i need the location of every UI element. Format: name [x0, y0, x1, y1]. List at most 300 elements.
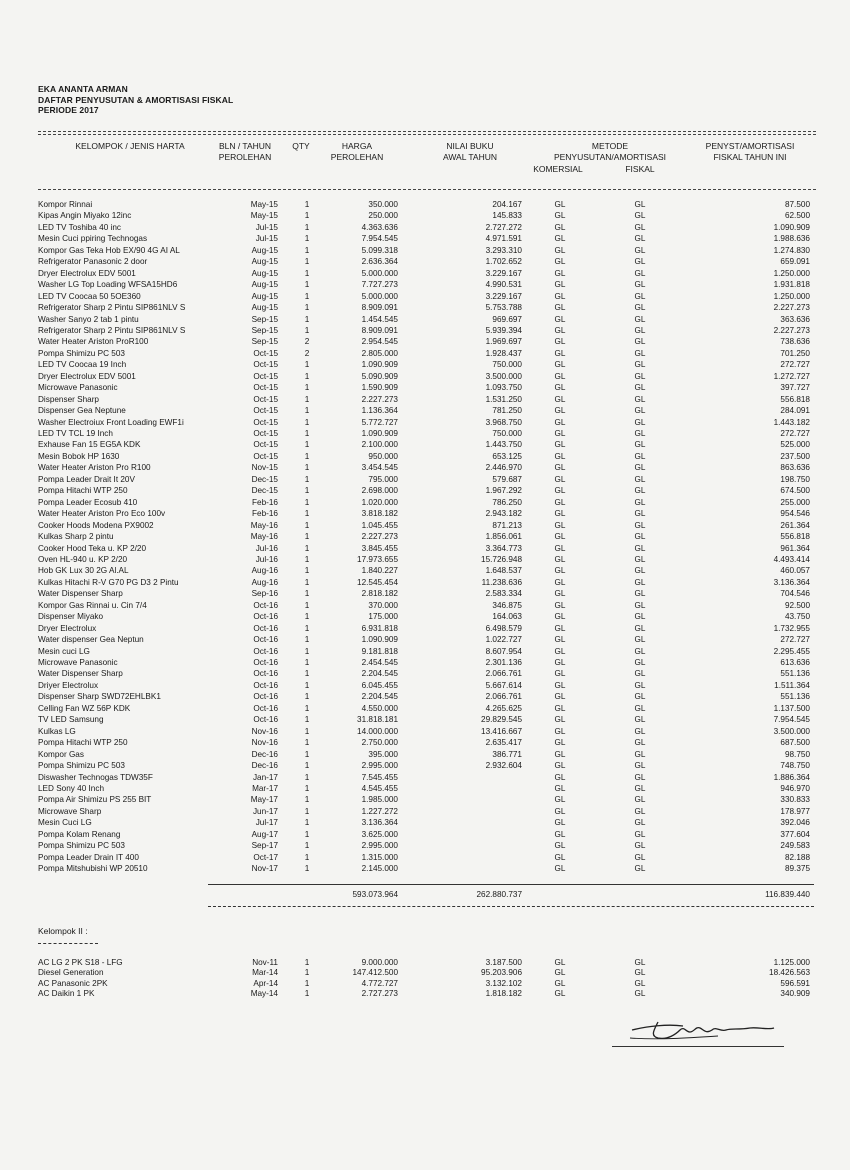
asset-name: Pompa Leader Drain IT 400	[38, 852, 139, 862]
acquisition-cost: 2.805.000	[361, 348, 398, 358]
quantity: 1	[304, 829, 310, 839]
acquisition-cost: 5.099.318	[361, 245, 398, 255]
book-value: 8.607.954	[485, 646, 522, 656]
depreciation-amount: 961.364	[780, 543, 810, 553]
method-fiscal: GL	[634, 978, 646, 988]
depreciation-amount: 198.750	[780, 474, 810, 484]
method-commercial: GL	[554, 383, 566, 393]
method-commercial: GL	[554, 520, 566, 530]
method-fiscal: GL	[634, 738, 646, 748]
depreciation-amount: 1.125.000	[773, 958, 810, 967]
method-commercial: GL	[554, 348, 566, 358]
acquisition-date: Aug-15	[251, 245, 278, 255]
quantity: 1	[304, 463, 310, 473]
quantity: 1	[304, 303, 310, 313]
table-row	[0, 291, 850, 303]
method-commercial: GL	[554, 257, 566, 267]
table-row	[0, 325, 850, 337]
method-commercial: GL	[554, 566, 566, 576]
quantity: 2	[304, 348, 310, 358]
acquisition-date: Sep-15	[251, 314, 278, 324]
table-row	[0, 543, 850, 555]
asset-name: Diesel Generation	[38, 968, 104, 978]
asset-name: Mesin cuci LG	[38, 646, 90, 656]
method-commercial: GL	[554, 772, 566, 782]
method-commercial: GL	[554, 726, 566, 736]
method-commercial: GL	[554, 715, 566, 725]
table-row	[0, 405, 850, 417]
method-commercial: GL	[554, 486, 566, 496]
quantity: 1	[304, 440, 310, 450]
header-separator-top-2	[38, 134, 816, 135]
acquisition-date: Sep-16	[251, 589, 278, 599]
method-commercial: GL	[554, 371, 566, 381]
depreciation-amount: 62.500	[784, 211, 810, 221]
depreciation-amount: 596.591	[780, 978, 810, 988]
method-commercial: GL	[554, 978, 566, 988]
acquisition-date: Oct-16	[253, 715, 278, 725]
book-value: 6.498.579	[485, 623, 522, 633]
acquisition-date: Oct-15	[253, 440, 278, 450]
column-komersial: KOMERSIAL	[533, 164, 583, 174]
quantity: 1	[304, 325, 310, 335]
acquisition-date: Oct-15	[253, 394, 278, 404]
method-fiscal: GL	[634, 257, 646, 267]
quantity: 1	[304, 406, 310, 416]
acquisition-date: Nov-15	[251, 463, 278, 473]
quantity: 1	[304, 669, 310, 679]
method-commercial: GL	[554, 658, 566, 667]
acquisition-date: Apr-14	[253, 978, 278, 988]
table-row	[0, 668, 850, 680]
table-row	[0, 634, 850, 646]
method-fiscal: GL	[634, 383, 646, 393]
asset-name: Kulkas Hitachi R-V G70 PG D3 2 Pintu	[38, 577, 179, 587]
method-fiscal: GL	[634, 715, 646, 725]
method-commercial: GL	[554, 406, 566, 416]
method-commercial: GL	[554, 554, 566, 564]
table-row	[0, 394, 850, 406]
table-row	[0, 565, 850, 577]
depreciation-amount: 674.500	[780, 486, 810, 496]
acquisition-date: Aug-15	[251, 268, 278, 278]
quantity: 1	[304, 703, 310, 713]
table-row	[0, 451, 850, 463]
method-fiscal: GL	[634, 440, 646, 450]
method-fiscal: GL	[634, 268, 646, 278]
book-value: 386.771	[492, 749, 522, 759]
depreciation-amount: 1.443.182	[773, 417, 810, 427]
asset-name: Dryer Electrolux	[38, 623, 97, 633]
method-fiscal: GL	[634, 841, 646, 851]
depreciation-amount: 704.546	[780, 589, 810, 599]
depreciation-amount: 1.988.636	[773, 234, 810, 244]
book-value: 579.687	[492, 474, 522, 484]
acquisition-date: Mar-14	[252, 968, 278, 978]
method-fiscal: GL	[634, 360, 646, 370]
quantity: 1	[304, 795, 310, 805]
acquisition-cost: 1.090.909	[361, 360, 398, 370]
acquisition-cost: 3.625.000	[361, 829, 398, 839]
acquisition-cost: 14.000.000	[357, 726, 398, 736]
depreciation-amount: 1.250.000	[773, 291, 810, 301]
acquisition-date: Oct-16	[253, 703, 278, 713]
acquisition-date: Oct-15	[253, 360, 278, 370]
acquisition-cost: 2.727.273	[361, 988, 398, 998]
column-nilai-buku: NILAI BUKU	[446, 141, 494, 151]
book-value: 5.753.788	[485, 303, 522, 313]
book-value: 969.697	[492, 314, 522, 324]
signature-image	[628, 1008, 778, 1048]
depreciation-amount: 272.727	[780, 360, 810, 370]
book-value: 781.250	[492, 406, 522, 416]
method-commercial: GL	[554, 245, 566, 255]
asset-name: AC LG 2 PK S18 - LFG	[38, 958, 123, 967]
depreciation-amount: 392.046	[780, 818, 810, 828]
table-row	[0, 623, 850, 635]
method-fiscal: GL	[634, 726, 646, 736]
asset-name: Celling Fan WZ 56P KDK	[38, 703, 131, 713]
asset-name: Hob GK Lux 30 2G Al.AL	[38, 566, 129, 576]
book-value: 2.727.272	[485, 222, 522, 232]
depreciation-amount: 659.091	[780, 257, 810, 267]
asset-name: Cooker Hoods Modena PX9002	[38, 520, 154, 530]
asset-name: Microwave Panasonic	[38, 658, 118, 667]
quantity: 1	[304, 429, 310, 438]
method-fiscal: GL	[634, 988, 646, 998]
table-row	[0, 348, 850, 360]
method-fiscal: GL	[634, 761, 646, 771]
column-awal-tahun: AWAL TAHUN	[443, 152, 497, 162]
table-row	[0, 577, 850, 589]
depreciation-amount: 1.250.000	[773, 268, 810, 278]
method-commercial: GL	[554, 532, 566, 542]
quantity: 1	[304, 280, 310, 290]
book-value: 13.416.667	[481, 726, 522, 736]
depreciation-amount: 3.136.364	[773, 577, 810, 587]
acquisition-date: Jul-15	[255, 222, 278, 232]
table-row	[0, 359, 850, 371]
book-value: 4.971.591	[485, 234, 522, 244]
asset-name: Dryer Electrolux EDV 5001	[38, 371, 136, 381]
depreciation-amount: 1.137.500	[773, 703, 810, 713]
acquisition-date: Sep-15	[251, 325, 278, 335]
book-value: 5.667.614	[485, 680, 522, 690]
depreciation-amount: 397.727	[780, 383, 810, 393]
asset-name: Refrigerator Sharp 2 Pintu SIP861NLV S	[38, 325, 186, 335]
method-fiscal: GL	[634, 486, 646, 496]
depreciation-amount: 551.136	[780, 692, 810, 702]
totals-rule-bottom	[208, 906, 814, 907]
quantity: 1	[304, 497, 310, 507]
acquisition-date: Dec-16	[251, 749, 278, 759]
table-row	[0, 817, 850, 829]
acquisition-cost: 1.985.000	[361, 795, 398, 805]
acquisition-cost: 1.590.909	[361, 383, 398, 393]
depreciation-amount: 4.493.414	[773, 554, 810, 564]
method-fiscal: GL	[634, 509, 646, 519]
acquisition-cost: 370.000	[368, 600, 398, 610]
book-value: 4.990.531	[485, 280, 522, 290]
acquisition-cost: 31.818.181	[357, 715, 398, 725]
quantity: 2	[304, 337, 310, 347]
acquisition-date: Aug-15	[251, 280, 278, 290]
acquisition-cost: 2.995.000	[361, 761, 398, 771]
depreciation-amount: 255.000	[780, 497, 810, 507]
asset-name: Kulkas LG	[38, 726, 76, 736]
asset-name: Water Dispenser Sharp	[38, 669, 123, 679]
book-value: 29.829.545	[481, 715, 522, 725]
acquisition-cost: 2.636.364	[361, 257, 398, 267]
asset-name: Mesin Bobok HP 1630	[38, 451, 120, 461]
depreciation-amount: 460.057	[780, 566, 810, 576]
asset-name: Pompa Air Shimizu PS 255 BIT	[38, 795, 152, 805]
depreciation-amount: 1.511.364	[774, 680, 810, 690]
depreciation-amount: 556.818	[780, 532, 810, 542]
method-commercial: GL	[554, 795, 566, 805]
method-fiscal: GL	[634, 864, 646, 874]
total-penyusutan: 116.839.440	[765, 890, 810, 899]
method-commercial: GL	[554, 968, 566, 978]
quantity: 1	[304, 968, 310, 978]
quantity: 1	[304, 520, 310, 530]
method-commercial: GL	[554, 646, 566, 656]
depreciation-amount: 613.636	[780, 658, 810, 667]
quantity: 1	[304, 988, 310, 998]
quantity: 1	[304, 600, 310, 610]
quantity: 1	[304, 978, 310, 988]
book-value: 653.125	[492, 451, 522, 461]
asset-name: Driyer Electrolux	[38, 680, 99, 690]
depreciation-amount: 377.604	[780, 829, 810, 839]
asset-name: Water Heater Ariston Pro R100	[38, 463, 151, 473]
column-metode: METODE	[591, 141, 629, 151]
quantity: 1	[304, 474, 310, 484]
method-fiscal: GL	[634, 968, 646, 978]
asset-name: Pompa Leader Ecosub 410	[38, 497, 138, 507]
asset-name: Dispenser Sharp	[38, 394, 99, 404]
book-value: 3.364.773	[485, 543, 522, 553]
acquisition-cost: 2.100.000	[361, 440, 398, 450]
column-fiskal-tahun-ini: FISKAL TAHUN INI	[713, 152, 787, 162]
method-fiscal: GL	[634, 532, 646, 542]
depreciation-amount: 284.091	[780, 406, 810, 416]
method-fiscal: GL	[634, 772, 646, 782]
column-harga: HARGA	[341, 141, 373, 151]
book-value: 4.265.625	[485, 703, 522, 713]
method-fiscal: GL	[634, 783, 646, 793]
acquisition-date: Oct-16	[253, 623, 278, 633]
method-commercial: GL	[554, 958, 566, 967]
quantity: 1	[304, 222, 310, 232]
acquisition-cost: 3.454.545	[361, 463, 398, 473]
method-commercial: GL	[554, 829, 566, 839]
table-row	[0, 222, 850, 234]
acquisition-cost: 6.045.455	[361, 680, 398, 690]
acquisition-date: Nov-17	[251, 864, 278, 874]
table-row	[0, 554, 850, 566]
acquisition-date: Sep-17	[251, 841, 278, 851]
quantity: 1	[304, 486, 310, 496]
quantity: 1	[304, 554, 310, 564]
table-row	[0, 336, 850, 348]
acquisition-cost: 4.550.000	[361, 703, 398, 713]
method-fiscal: GL	[634, 394, 646, 404]
asset-name: Dispenser Sharp SWD72EHLBK1	[38, 692, 161, 702]
acquisition-cost: 2.818.182	[361, 589, 398, 599]
method-fiscal: GL	[634, 371, 646, 381]
method-fiscal: GL	[634, 474, 646, 484]
acquisition-date: Dec-15	[251, 474, 278, 484]
quantity: 1	[304, 394, 310, 404]
acquisition-date: May-16	[250, 520, 278, 530]
quantity: 1	[304, 635, 310, 645]
depreciation-amount: 1.272.727	[773, 371, 810, 381]
acquisition-date: Oct-16	[253, 680, 278, 690]
quantity: 1	[304, 211, 310, 221]
depreciation-amount: 18.426.563	[769, 968, 810, 978]
acquisition-cost: 1.454.545	[361, 314, 398, 324]
method-fiscal: GL	[634, 958, 646, 967]
table-row	[0, 863, 850, 875]
quantity: 1	[304, 371, 310, 381]
method-fiscal: GL	[634, 566, 646, 576]
quantity: 1	[304, 451, 310, 461]
quantity: 1	[304, 749, 310, 759]
method-fiscal: GL	[634, 451, 646, 461]
acquisition-date: Oct-16	[253, 635, 278, 645]
acquisition-cost: 3.136.364	[361, 818, 398, 828]
totals-rule-top	[208, 884, 814, 885]
method-commercial: GL	[554, 234, 566, 244]
acquisition-date: Jul-16	[255, 554, 278, 564]
acquisition-cost: 2.995.000	[361, 841, 398, 851]
method-fiscal: GL	[634, 635, 646, 645]
book-value: 1.531.250	[485, 394, 522, 404]
asset-name: Pompa Mitshubishi WP 20510	[38, 864, 148, 874]
book-value: 2.066.761	[485, 669, 522, 679]
acquisition-date: May-16	[250, 532, 278, 542]
table-row	[0, 474, 850, 486]
book-value: 1.969.697	[485, 337, 522, 347]
method-fiscal: GL	[634, 406, 646, 416]
book-value: 95.203.906	[481, 968, 522, 978]
depreciation-amount: 82.188	[784, 852, 810, 862]
book-value: 3.293.310	[485, 245, 522, 255]
method-commercial: GL	[554, 497, 566, 507]
quantity: 1	[304, 291, 310, 301]
acquisition-date: May-15	[250, 211, 278, 221]
method-commercial: GL	[554, 680, 566, 690]
table-row	[0, 783, 850, 795]
acquisition-date: Oct-16	[253, 612, 278, 622]
acquisition-date: Nov-16	[251, 726, 278, 736]
table-row	[0, 531, 850, 543]
table-row	[0, 726, 850, 738]
asset-name: Kompor Rinnai	[38, 200, 93, 209]
acquisition-date: Aug-15	[251, 257, 278, 267]
table-row	[0, 314, 850, 326]
acquisition-cost: 5.000.000	[361, 291, 398, 301]
acquisition-cost: 950.000	[368, 451, 398, 461]
depreciation-amount: 1.732.955	[773, 623, 810, 633]
acquisition-cost: 5.090.909	[361, 371, 398, 381]
method-commercial: GL	[554, 703, 566, 713]
asset-name: Kompor Gas Rinnai u. Cin 7/4	[38, 600, 147, 610]
acquisition-date: Jun-17	[252, 806, 278, 816]
asset-name: Exhause Fan 15 EG5A KDK	[38, 440, 141, 450]
table-row	[0, 279, 850, 291]
method-fiscal: GL	[634, 623, 646, 633]
depreciation-amount: 525.000	[780, 440, 810, 450]
depreciation-amount: 249.583	[780, 841, 810, 851]
acquisition-cost: 350.000	[368, 200, 398, 209]
quantity: 1	[304, 589, 310, 599]
acquisition-date: Oct-16	[253, 669, 278, 679]
column-fiskal: FISKAL	[625, 164, 655, 174]
acquisition-cost: 2.204.545	[361, 669, 398, 679]
asset-name: Pompa Hitachi WTP 250	[38, 486, 128, 496]
book-value: 3.229.167	[485, 268, 522, 278]
method-commercial: GL	[554, 738, 566, 748]
book-value: 750.000	[492, 360, 522, 370]
acquisition-cost: 7.727.273	[361, 280, 398, 290]
table-row	[0, 382, 850, 394]
column-kelompok: KELOMPOK / JENIS HARTA	[75, 141, 185, 151]
asset-name: Oven HL-940 u. KP 2/20	[38, 554, 128, 564]
book-value: 1.702.652	[485, 257, 522, 267]
asset-name: Washer Electroiux Front Loading EWF1i	[38, 417, 184, 427]
method-fiscal: GL	[634, 680, 646, 690]
acquisition-cost: 4.545.455	[361, 783, 398, 793]
method-fiscal: GL	[634, 646, 646, 656]
acquisition-cost: 9.000.000	[361, 958, 398, 967]
method-commercial: GL	[554, 280, 566, 290]
method-commercial: GL	[554, 623, 566, 633]
table-row	[0, 508, 850, 520]
method-commercial: GL	[554, 783, 566, 793]
quantity: 1	[304, 623, 310, 633]
acquisition-cost: 1.840.227	[361, 566, 398, 576]
depreciation-amount: 946.970	[780, 783, 810, 793]
document-period: PERIODE 2017	[38, 105, 99, 115]
book-value: 164.063	[492, 612, 522, 622]
acquisition-cost: 147.412.500	[352, 968, 398, 978]
depreciation-amount: 89.375	[784, 864, 810, 874]
method-fiscal: GL	[634, 658, 646, 667]
method-commercial: GL	[554, 761, 566, 771]
asset-name: Diswasher Technogas TDW35F	[38, 772, 153, 782]
depreciation-amount: 1.886.364	[773, 772, 810, 782]
acquisition-date: Aug-15	[251, 291, 278, 301]
asset-name: Water Heater Ariston Pro Eco 100v	[38, 509, 166, 519]
book-value: 1.928.437	[485, 348, 522, 358]
asset-name: AC Daikin 1 PK	[38, 988, 95, 998]
depreciation-amount: 340.909	[780, 988, 810, 998]
table-row	[0, 417, 850, 429]
quantity: 1	[304, 646, 310, 656]
book-value: 15.726.948	[481, 554, 522, 564]
table-row	[0, 680, 850, 692]
asset-name: Mesin Cuci ppiring Technogas	[38, 234, 148, 244]
table-row	[0, 600, 850, 612]
method-fiscal: GL	[634, 222, 646, 232]
acquisition-cost: 4.363.636	[361, 222, 398, 232]
asset-name: Pompa Shimizu PC 503	[38, 761, 125, 771]
table-row	[0, 485, 850, 497]
acquisition-date: May-17	[250, 795, 278, 805]
acquisition-cost: 8.909.091	[361, 325, 398, 335]
